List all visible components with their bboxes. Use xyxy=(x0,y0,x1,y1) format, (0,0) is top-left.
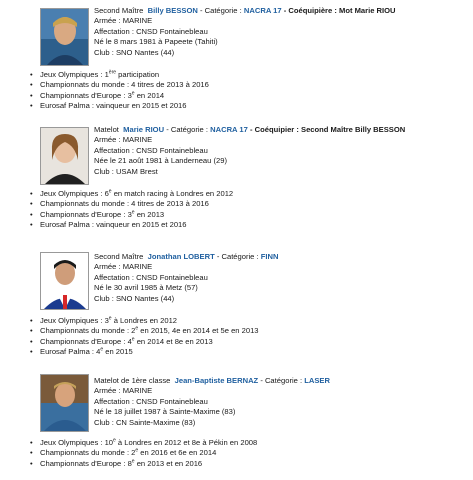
athlete-category: LASER xyxy=(304,376,330,385)
results-list xyxy=(30,438,257,469)
athlete-club: Club : SNO Nantes (44) xyxy=(94,47,175,57)
athlete-army: Armée : MARINE xyxy=(94,135,153,145)
result-item: • Eurosaf Palma : vainqueur en 2015 et 2016 xyxy=(30,101,209,111)
athlete-category: FINN xyxy=(260,252,279,261)
athlete-army: Armée : MARINE xyxy=(94,386,153,396)
results-list xyxy=(30,316,259,358)
athlete-partner: - Coéquipière : Mot Marie RIOU xyxy=(283,6,396,15)
athlete-category: NACRA 17 xyxy=(210,125,248,134)
athlete-photo xyxy=(40,252,89,310)
athlete-photo xyxy=(40,8,89,66)
athlete-photo xyxy=(40,127,89,185)
result-item: • Championnats du monde : 2e en 2015, 4e en 2014 et 5e en 2013 xyxy=(30,326,259,336)
result-item: • Championnats d'Europe : 8e en 2013 et en 2016 xyxy=(30,459,257,469)
athlete-info xyxy=(94,376,330,428)
result-item: • Jeux Olympiques : 6e en match racing à Londres en 2012 xyxy=(30,189,233,199)
result-item: • Championnats d'Europe : 3e en 2014 xyxy=(30,91,209,101)
result-item: • Championnats du monde : 4 titres de 2013 à 2016 xyxy=(30,199,233,209)
result-item: • Championnats d'Europe : 3e en 2013 xyxy=(30,210,233,220)
results-list xyxy=(30,70,209,112)
athlete-category: NACRA 17 xyxy=(243,6,282,15)
athlete-photo xyxy=(40,374,89,432)
result-item: • Championnats du monde : 2e en 2016 et 6e en 2014 xyxy=(30,448,257,458)
athlete-name: Jean-Baptiste BERNAZ xyxy=(174,376,259,385)
athlete-name: Jonathan LOBERT xyxy=(147,252,215,261)
athlete-partner: - Coéquipier : Second Maître Billy BESSON xyxy=(249,125,406,134)
athlete-name: Marie RIOU xyxy=(123,125,165,134)
athlete-club: Club : SNO Nantes (44) xyxy=(94,293,175,303)
athlete-club: Club : CN Sainte-Maxime (83) xyxy=(94,417,196,427)
result-item: • Eurosaf Palma : 4e en 2015 xyxy=(30,347,259,357)
athlete-birth: Né le 8 mars 1981 à Papeete (Tahiti) xyxy=(94,37,218,47)
athlete-info xyxy=(94,125,405,177)
category-label: - Catégorie : xyxy=(216,252,259,261)
athlete-army: Armée : MARINE xyxy=(94,16,153,26)
result-item: • Jeux Olympiques : 3e à Londres en 2012 xyxy=(30,316,259,326)
athlete-rank: Matelot xyxy=(94,125,119,134)
results-list xyxy=(30,189,233,231)
athlete-posting: Affectation : CNSD Fontainebleau xyxy=(94,145,208,155)
result-item: • Eurosaf Palma : vainqueur en 2015 et 2016 xyxy=(30,220,233,230)
category-label: - Catégorie : xyxy=(166,125,208,134)
athlete-posting: Affectation : CNSD Fontainebleau xyxy=(94,396,208,406)
result-item: • Championnats d'Europe : 4e en 2014 et 8e en 2013 xyxy=(30,337,259,347)
athlete-posting: Affectation : CNSD Fontainebleau xyxy=(94,26,208,36)
category-label: - Catégorie : xyxy=(199,6,242,15)
result-item: • Jeux Olympiques : 1ère participation xyxy=(30,70,209,80)
category-label: - Catégorie : xyxy=(260,376,303,385)
athlete-rank: Matelot de 1ère classe xyxy=(94,376,171,385)
result-item: • Jeux Olympiques : 10e à Londres en 2012 et 8e à Pékin en 2008 xyxy=(30,438,257,448)
athlete-posting: Affectation : CNSD Fontainebleau xyxy=(94,272,208,282)
athlete-army: Armée : MARINE xyxy=(94,262,153,272)
result-item: • Championnats du monde : 4 titres de 2013 à 2016 xyxy=(30,80,209,90)
athlete-info xyxy=(94,252,278,304)
athlete-birth: Née le 21 août 1981 à Landerneau (29) xyxy=(94,156,227,166)
athlete-rank: Second Maître xyxy=(94,6,144,15)
athlete-rank: Second Maître xyxy=(94,252,144,261)
athlete-birth: Né le 18 juillet 1987 à Sainte-Maxime (83) xyxy=(94,407,236,417)
athlete-name: Billy BESSON xyxy=(147,6,198,15)
athlete-birth: Né le 30 avril 1985 à Metz (57) xyxy=(94,283,198,293)
athlete-info xyxy=(94,6,396,58)
athlete-club: Club : USAM Brest xyxy=(94,166,158,176)
